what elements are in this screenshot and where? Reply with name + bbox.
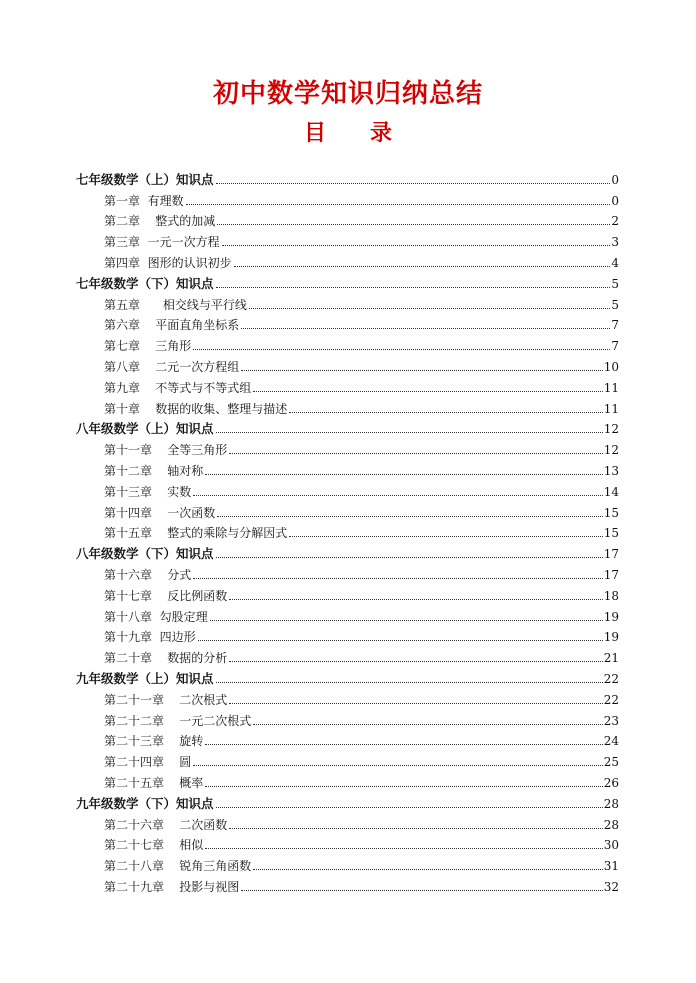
toc-entry-label: 第二十四章 圆 xyxy=(104,755,192,770)
toc-dot-leader xyxy=(216,432,603,433)
toc-page-number: 12 xyxy=(603,422,619,437)
toc-dot-leader xyxy=(234,266,611,267)
toc-entry-label: 第九章 不等式与不等式组 xyxy=(104,380,252,395)
toc-section-entry[interactable] xyxy=(76,665,619,686)
toc-entry-label: 第二十九章 投影与视图 xyxy=(104,879,240,894)
toc-page-number: 17 xyxy=(603,547,619,562)
toc-chapter-entry[interactable] xyxy=(76,332,619,353)
toc-entry-label: 第十七章 反比例函数 xyxy=(104,588,228,603)
toc-heading-right: 录 xyxy=(370,121,393,146)
toc-dot-leader xyxy=(253,724,602,725)
toc-entry-label: 第十六章 分式 xyxy=(104,567,192,582)
toc-chapter-entry[interactable] xyxy=(76,374,619,395)
toc-chapter-entry[interactable] xyxy=(76,478,619,499)
toc-page-number: 22 xyxy=(603,671,619,686)
toc-entry-label: 第二十三章 旋转 xyxy=(104,734,204,749)
toc-page-number: 7 xyxy=(611,339,619,354)
toc-entry-label: 第二十七章 相似 xyxy=(104,838,204,853)
toc-dot-leader xyxy=(216,183,611,184)
toc-dot-leader xyxy=(222,245,611,246)
toc-page-number: 19 xyxy=(603,630,619,645)
toc-chapter-entry[interactable] xyxy=(76,312,619,333)
toc-dot-leader xyxy=(217,224,610,225)
toc-entry-label: 八年级数学（下）知识点 xyxy=(76,546,214,562)
toc-entry-label: 第一章 有理数 xyxy=(104,193,184,208)
toc-chapter-entry[interactable] xyxy=(76,603,619,624)
toc-page-number: 25 xyxy=(603,755,619,770)
toc-chapter-entry[interactable] xyxy=(76,561,619,582)
toc-entry-label: 第十五章 整式的乘除与分解因式 xyxy=(104,526,288,541)
toc-page-number: 11 xyxy=(603,401,619,416)
toc-page-number: 28 xyxy=(603,817,619,832)
toc-dot-leader xyxy=(241,890,602,891)
toc-dot-leader xyxy=(229,453,602,454)
toc-chapter-entry[interactable] xyxy=(76,769,619,790)
toc-chapter-entry[interactable] xyxy=(76,728,619,749)
toc-dot-leader xyxy=(216,682,603,683)
toc-chapter-entry[interactable] xyxy=(76,582,619,603)
toc-entry-label: 第二十八章 锐角三角函数 xyxy=(104,859,252,874)
toc-chapter-entry[interactable] xyxy=(76,852,619,873)
toc-dot-leader xyxy=(241,328,610,329)
toc-entry-label: 第十九章 四边形 xyxy=(104,630,196,645)
toc-page-number: 4 xyxy=(611,255,619,270)
toc-page-number: 10 xyxy=(603,359,619,374)
toc-entry-label: 第二十一章 二次根式 xyxy=(104,692,228,707)
toc-page-number: 14 xyxy=(603,484,619,499)
toc-chapter-entry[interactable] xyxy=(76,457,619,478)
toc-entry-label: 第四章 图形的认识初步 xyxy=(104,255,232,270)
toc-page-number: 15 xyxy=(603,526,619,541)
toc-heading xyxy=(0,119,696,149)
toc-entry-label: 第二十六章 二次函数 xyxy=(104,817,228,832)
toc-dot-leader xyxy=(186,204,611,205)
toc-dot-leader xyxy=(193,349,610,350)
toc-page-number: 21 xyxy=(603,651,619,666)
toc-page-number: 12 xyxy=(603,443,619,458)
toc-dot-leader xyxy=(229,703,602,704)
toc-dot-leader xyxy=(229,828,602,829)
toc-entry-label: 九年级数学（下）知识点 xyxy=(76,795,214,811)
document-title: 初中数学知识归纳总结 xyxy=(212,79,483,109)
toc-page-number: 15 xyxy=(603,505,619,520)
toc-entry-label: 第十四章 一次函数 xyxy=(104,505,216,520)
toc-page-number: 0 xyxy=(611,193,619,208)
toc-page-number: 5 xyxy=(611,297,619,312)
toc-dot-leader xyxy=(205,848,602,849)
toc-dot-leader xyxy=(253,869,602,870)
toc-entry-label: 第六章 平面直角坐标系 xyxy=(104,318,240,333)
toc-chapter-entry[interactable] xyxy=(76,520,619,541)
toc-entry-label: 九年级数学（上）知识点 xyxy=(76,670,214,686)
toc-dot-leader xyxy=(216,807,603,808)
toc-entry-label: 七年级数学（下）知识点 xyxy=(76,275,214,291)
toc-dot-leader xyxy=(241,370,602,371)
toc-dot-leader xyxy=(289,536,602,537)
toc-entry-label: 八年级数学（上）知识点 xyxy=(76,421,214,437)
toc-dot-leader xyxy=(229,599,602,600)
toc-page-number: 32 xyxy=(603,879,619,894)
toc-entry-label: 第十三章 实数 xyxy=(104,484,192,499)
toc-chapter-entry[interactable] xyxy=(76,187,619,208)
toc-dot-leader xyxy=(217,516,602,517)
toc-page-number: 11 xyxy=(603,380,619,395)
toc-page-number: 13 xyxy=(603,463,619,478)
toc-page-number: 31 xyxy=(603,859,619,874)
toc-chapter-entry[interactable] xyxy=(76,395,619,416)
toc-entry-label: 第二十五章 概率 xyxy=(104,775,204,790)
toc-page-number: 23 xyxy=(603,713,619,728)
table-of-contents xyxy=(76,166,619,894)
toc-chapter-entry[interactable] xyxy=(76,353,619,374)
toc-chapter-entry[interactable] xyxy=(76,707,619,728)
toc-dot-leader xyxy=(253,391,602,392)
toc-chapter-entry[interactable] xyxy=(76,228,619,249)
toc-chapter-entry[interactable] xyxy=(76,832,619,853)
toc-section-entry[interactable] xyxy=(76,790,619,811)
toc-chapter-entry[interactable] xyxy=(76,249,619,270)
toc-page-number: 3 xyxy=(611,235,619,250)
toc-dot-leader xyxy=(205,474,602,475)
toc-dot-leader xyxy=(205,786,602,787)
toc-chapter-entry[interactable] xyxy=(76,291,619,312)
toc-page-number: 17 xyxy=(603,567,619,582)
toc-chapter-entry[interactable] xyxy=(76,873,619,894)
toc-page-number: 30 xyxy=(603,838,619,853)
toc-entry-label: 第七章 三角形 xyxy=(104,339,192,354)
toc-page-number: 5 xyxy=(611,276,619,291)
toc-entry-label: 第八章 二元一次方程组 xyxy=(104,359,240,374)
toc-entry-label: 第十章 数据的收集、整理与描述 xyxy=(104,401,288,416)
toc-dot-leader xyxy=(205,744,602,745)
toc-dot-leader xyxy=(216,557,603,558)
toc-entry-label: 第五章 相交线与平行线 xyxy=(104,297,247,312)
toc-page-number: 0 xyxy=(611,172,619,187)
toc-entry-label: 第十八章 勾股定理 xyxy=(104,609,208,624)
toc-page-number: 24 xyxy=(603,734,619,749)
toc-chapter-entry[interactable] xyxy=(76,499,619,520)
toc-page-number: 26 xyxy=(603,775,619,790)
toc-section-entry[interactable] xyxy=(76,540,619,561)
toc-chapter-entry[interactable] xyxy=(76,748,619,769)
toc-dot-leader xyxy=(249,308,610,309)
toc-entry-label: 第十一章 全等三角形 xyxy=(104,443,228,458)
toc-dot-leader xyxy=(216,287,611,288)
toc-entry-label: 第二章 整式的加减 xyxy=(104,214,216,229)
toc-dot-leader xyxy=(193,578,602,579)
toc-section-entry[interactable] xyxy=(76,166,619,187)
toc-chapter-entry[interactable] xyxy=(76,624,619,645)
toc-entry-label: 第三章 一元一次方程 xyxy=(104,235,220,250)
toc-heading-left: 目 xyxy=(303,121,326,146)
toc-chapter-entry[interactable] xyxy=(76,436,619,457)
toc-dot-leader xyxy=(198,640,603,641)
toc-chapter-entry[interactable] xyxy=(76,811,619,832)
toc-chapter-entry[interactable] xyxy=(76,644,619,665)
toc-section-entry[interactable] xyxy=(76,270,619,291)
toc-chapter-entry[interactable] xyxy=(76,686,619,707)
toc-page-number: 18 xyxy=(603,588,619,603)
toc-chapter-entry[interactable] xyxy=(76,208,619,229)
toc-entry-label: 第十二章 轴对称 xyxy=(104,463,204,478)
toc-page-number: 22 xyxy=(603,692,619,707)
toc-entry-label: 第二十二章 一元二次根式 xyxy=(104,713,252,728)
toc-dot-leader xyxy=(193,765,602,766)
toc-dot-leader xyxy=(193,495,602,496)
toc-entry-label: 第二十章 数据的分析 xyxy=(104,651,228,666)
toc-section-entry[interactable] xyxy=(76,416,619,437)
toc-dot-leader xyxy=(229,661,602,662)
toc-page-number: 28 xyxy=(603,796,619,811)
toc-page-number: 7 xyxy=(611,318,619,333)
toc-page-number: 2 xyxy=(611,214,619,229)
toc-dot-leader xyxy=(210,620,603,621)
toc-page-number: 19 xyxy=(603,609,619,624)
toc-dot-leader xyxy=(289,412,602,413)
toc-entry-label: 七年级数学（上）知识点 xyxy=(76,171,214,187)
